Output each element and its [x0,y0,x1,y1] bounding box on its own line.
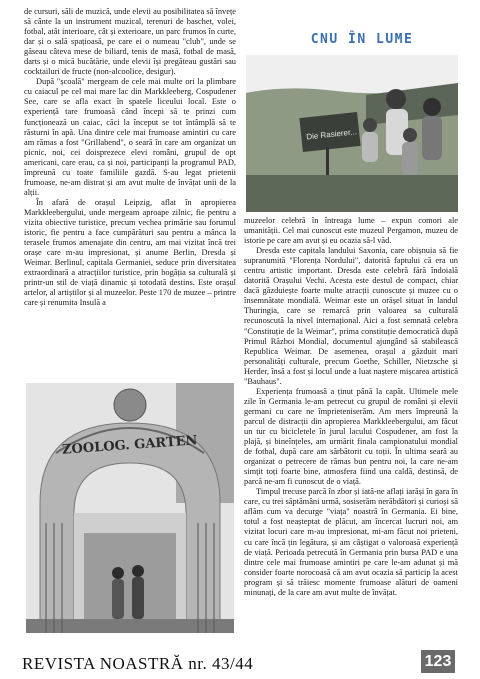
paragraph: Dresda este capitala landului Saxonia, care obișnuia să fie supranumită "Florența Nordului", datorită faptului că era un centru artistic important. Dresda este celebră fără îndoială datorită Orașului Vechi. Acesta este destul de compact, chiar dacă găzduiește foarte multe atracții cunoscute și muzee cu o însemnătate mondială. Weimar este un orășel situat în landul Thuringia, care se remarcă prin valoarea sa culturală recunoscută la nivel internațional. Aici a fost semnată celebra "Constituție de la Weimar", prima constituție democratică după Primul Război Mondial, documentul ajungând să stabilească Republica Weimar. De asemenea, orașul a găzduit mari personalități culturale, precum Goethe, Schiller, Nietzsche și Herder, însă a fost și locul unde a luat naștere mișcarea artistică "Bauhaus". [244,246,458,386]
section-banner: CNU ÎN LUME [310,31,414,47]
family-photo-illustration [246,55,458,212]
paragraph: După "școală" mergeam de cele mai multe ori la plimbare cu caiacul pe cel mai mare lac din Markkleeberg, Cospudener See, care se afla exact în spatele liceului local. Este o experiență tare frumoasă când începi să te prinzi cum funcționează un caiac, căci la început se tot întâmplă să te răsturni în apă. Una dintre cele mai frumoase amintiri cu care am rămas a fost "Grillabend", o seară în care am organizat un picnic, noi, cei doisprezece elevi români, grupul de opt americani, care erau, ca și noi, participanți la programul PAD, împreună cu toate familiile gazdă. S-au legat prietenii frumoase, ne-am distrat și am avut multe de învățat unii de la alții. [24,77,236,197]
page-number: 123 [421,650,455,673]
paragraph: de cursuri, săli de muzică, unde elevii au posibilitatea să învețe să cânte la un instrument muzical, terenuri de baschet, volei, fotbal, atât interioare, cât și exterioare, un parc frumos în curte, dar și o sală spațioasă, pe care ei o numeau "club", unde se găseau câteva mese de biliard, tenis de masă, fotbal de masă, darts și o mică bucătărie, unde elevii își pregăteau gustări sau cocktailuri de fructe (non-alcoolice, desigur). [24,7,236,77]
zoo-gate-text: ZOOLOG. GARTEN [61,433,198,458]
article-column-left [24,7,236,380]
paragraph: Experiența frumoasă a ținut până la capăt. Ultimele mele zile în Germania le-am petrecut cu grupul de români și elevii germani cu care ne împrieteniserăm. Am mers împreună la parcul de distracții din apropierea Markkleebergului, am făcut un tur cu bicicletele în jurul lacului Cospudener, am fost la plajă, și bineînțeles, am urmărit finala campionatului mondial de fotbal, după care am sărbătorit cu toții. În ultima seară au organizat o petrecere de rămas bun pentru noi, la care ne-am simțit toți foarte bine, atmosfera fiind una caldă, destinsă, de parcă ne-am fi cunoscut de o viață. [244,386,458,487]
paragraph: În afară de orașul Leipzig, aflat în apropierea Markkleebergului, unde mergeam aproape zilnic, fie pentru a vizita obiective turistice, precum vechea primărie sau forumul istoric, fie pentru a face cumpărături sau pentru a mânca la terasele frumos amenajate din centru, am mai vizitat încă trei orașe care m-au impresionat, și anume Berlin, Dresda și Weimar. Berlinul, capitala Germaniei, seduce prin diversitatea extraordinară a atracțiilor turistice, prin bogăția sa culturală și printr-un stil de viață dinamic și totodată destins. Este orașul artelor, al artiștilor și al muzeelor. Peste 170 de muzee – printre care și renumita Insulă a [24,197,236,308]
zoo-gate-illustration [26,383,234,633]
family-photo [246,55,458,212]
magazine-title: REVISTA NOASTRĂ nr. 43/44 [22,654,254,673]
photo-sign-text: Die Rasierer... [305,127,358,142]
paragraph: Timpul trecuse parcă în zbor și iată-ne aflați iarăși în gara în care, cu trei săptămâni urmă, sosiserăm nerăbdători și curioși să aflăm cum va decurge "viața" noastră în Germania. Ei bine, totul a fost neașteptat de plăcut, am încercat lucruri noi, am vizitat locuri care m-au impresionat, mi-am făcut noi prieteni, cu care încă țin legătura, și am câștigat o valoroasă experiență de viață. Perioada petrecută în Germania prin bursa PAD e una dintre cele mai frumoase amintiri pe care le-am adunat și mă consider foarte norocoasă că am avut ocazia să particip la acest program și să trăiesc momente frumoase alături de oameni minunați, de la care am avut multe de învățat. [244,487,458,597]
zoo-gate-photo [26,383,234,633]
paragraph: muzeelor celebră în întreaga lume – expun comori ale umanității. Cel mai cunoscut este muzeul Pergamon, muzeu de istorie pe care am avut și eu ocazia să-l văd. [244,216,458,246]
article-column-right [244,216,458,640]
